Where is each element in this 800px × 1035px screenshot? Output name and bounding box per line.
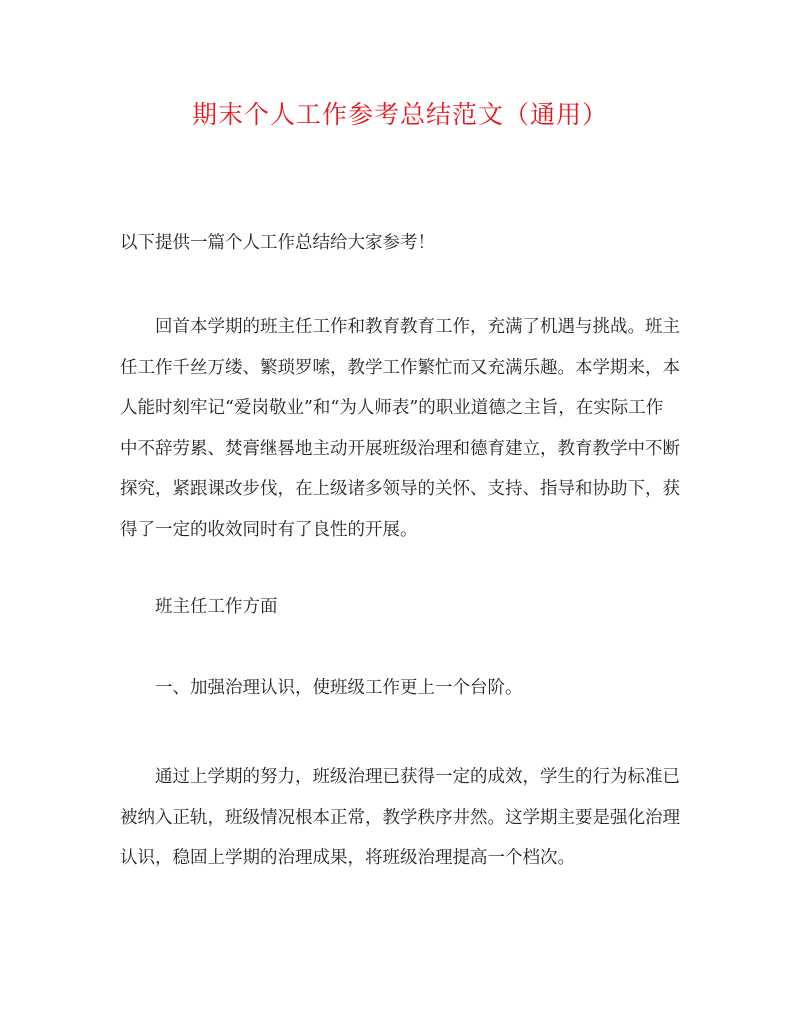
section-heading: 班主任工作方面 [155,597,278,617]
management-paragraph: 通过上学期的努力，班级治理已获得一定的成效，学生的行为标准已被纳入正轨，班级情况根本正常，教学秩序井然。这学期主要是强化治理认识，稳固上学期的治理成果，将班级治理提高一个档次。 [120,767,680,868]
document-title: 期末个人工作参考总结范文（通用） [191,100,608,129]
subsection-heading: 一、加强治理认识，使班级工作更上一个台阶。 [155,678,523,698]
review-paragraph: 回首本学期的班主任工作和教育教育工作，充满了机遇与挑战。班主任工作千丝万缕、繁琐罗嗦，教学工作繁忙而又充满乐趣。本学期来，本人能时刻牢记“爱岗敬业”和“为人师表”的职业道德之主旨，在实际工作中不辞劳累、焚膏继晷地主动开展班级治理和德育建立，教育教学中不断探究，紧跟课改步伐，在上级诸多领导的关怀、支持、指导和协助下，获得了一定的收效同时有了良性的开展。 [120,317,680,540]
intro-paragraph: 以下提供一篇个人工作总结给大家参考！ [120,233,435,253]
